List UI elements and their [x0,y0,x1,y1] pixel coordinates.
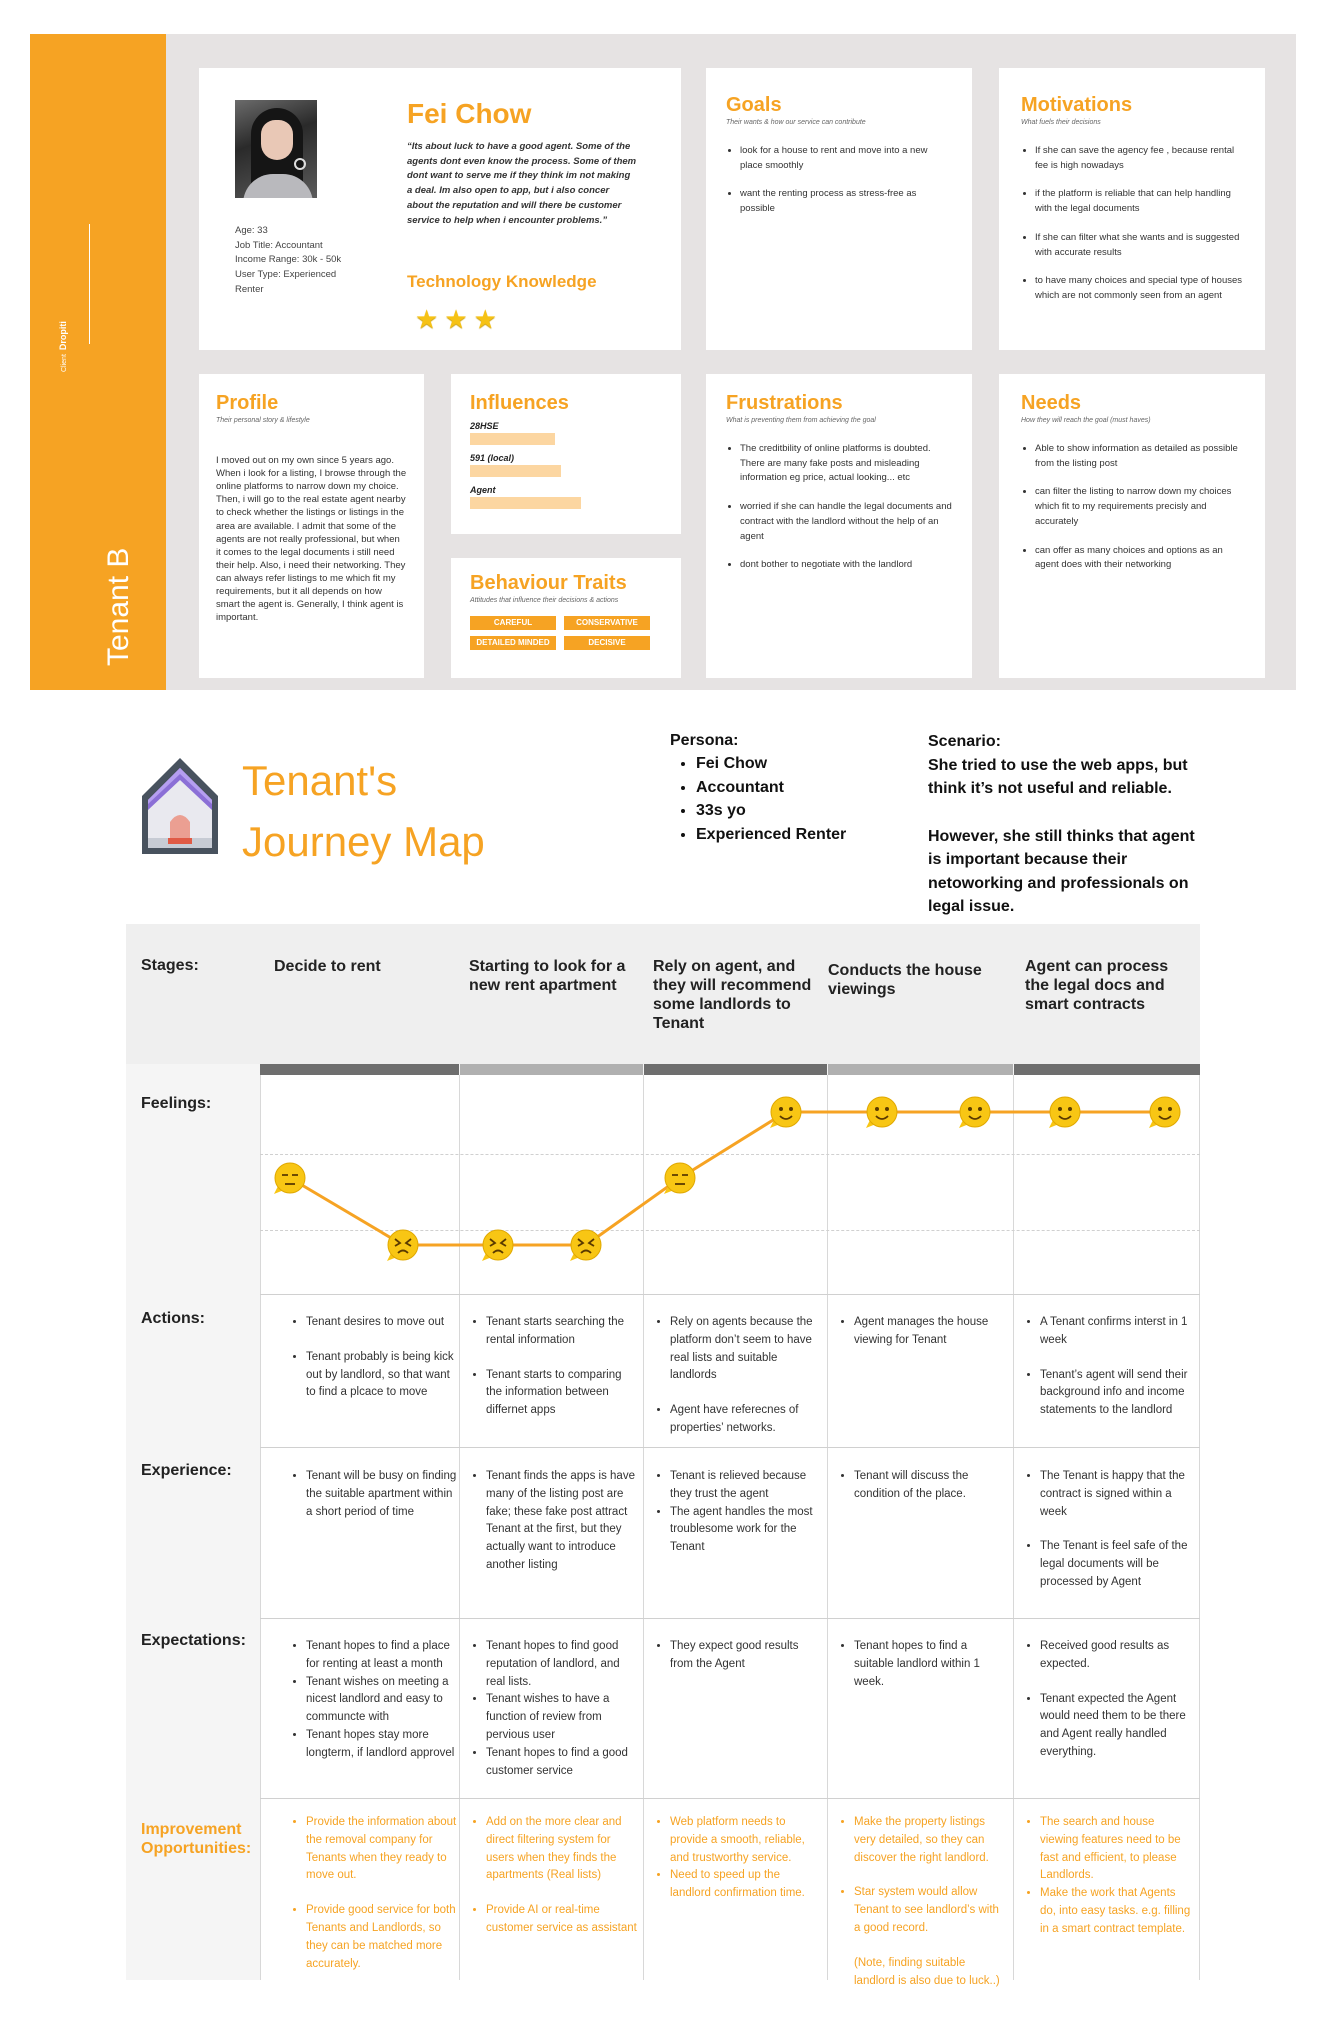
list-item: • Agent have referecnes of properties’ networks. [670,1402,824,1438]
client-label: ClientDropiti [58,321,68,372]
list-item: • Agent manages the house viewing for Tenant [854,1314,1008,1350]
experience-cell [292,1468,460,1538]
scenario-heading: Scenario: [928,733,1001,750]
list-item: • If she can filter what she wants and is suggested with accurate results [1035,231,1243,260]
persona-meta [235,224,365,298]
list-item: • to have many choices and special type of houses which are not commonly seen from an agent [1035,274,1243,303]
stage-bar [828,1064,1013,1075]
journey-scenario [928,730,1208,919]
influence-bar [470,497,581,509]
list-item: • Fei Chow [696,752,846,776]
expectations-cell [1026,1638,1194,1779]
divider [89,224,90,344]
profile-subtitle: Their personal story & lifestyle [216,417,310,424]
list-item: • Accountant [696,776,846,800]
star-icon: ★ [473,304,503,334]
stage-title: Decide to rent [274,958,381,975]
traits-tags [470,616,662,650]
improvement-label: Improvement Opportunities: [141,1821,252,1857]
influences-title: Influences [470,392,569,414]
list-item: • A Tenant confirms interst in 1 week [1040,1314,1194,1350]
star-icon: ★ [444,304,474,334]
experience-cell [656,1468,824,1557]
influence-bar [470,433,555,445]
journey-title: Tenant's Journey Map [242,757,485,865]
list-item: • 33s yo [696,799,846,823]
list-item: • Star system would allow Tenant to see landlord’s with a good record. [854,1884,1008,1937]
list-item: • if the platform is reliable that can help handling with the legal documents [1035,187,1243,216]
motivations-card [999,68,1265,350]
list-item: • Tenant hopes to find a place for renting at least a month [306,1638,460,1674]
scenario-text: She tried to use the web apps, but think it’s not useful and reliable. [928,756,1188,797]
motivations-list [1021,144,1243,304]
emoji-upset-icon [387,1230,418,1261]
emoji-happy-icon [770,1097,801,1128]
emoji-upset-icon [482,1230,513,1261]
list-item: • Make the property listings very detailed, so they can discover the right landlord. [854,1814,1008,1867]
traits-subtitle: Attitudes that influence their decisions & actions [470,597,619,604]
list-item: • Tenant hopes to find a good customer service [486,1745,640,1781]
persona-age: Age: 33 [235,225,268,236]
list-item: • Tenant starts to comparing the information between differnet apps [486,1367,640,1420]
list-item: • Tenant wishes to have a function of review from pervious user [486,1691,640,1744]
list-item: • Tenant starts searching the rental information [486,1314,640,1350]
stage-title: Rely on agent, and they will recommend some landlords to Tenant [653,958,812,1032]
journey-map-table [126,924,1200,1987]
persona-income: Income Range: 30k - 50k [235,254,342,266]
stages-label: Stages: [141,957,199,974]
client-name: Dropiti [58,321,68,351]
actions-cell [292,1314,460,1419]
goals-list [726,144,952,217]
trait-tag: DECISIVE [564,636,650,650]
motivations-subtitle: What fuels their decisions [1021,119,1101,126]
persona-name: Fei Chow [407,98,532,129]
trait-tag: CONSERVATIVE [564,616,650,630]
influence-label: Agent [470,485,496,495]
needs-subtitle: How they will reach the goal (must haves) [1021,417,1151,424]
list-item: • Tenant wishes on meeting a nicest landlord and easy to communcte with [306,1674,460,1727]
emoji-happy-icon [866,1097,897,1128]
frustrations-list [726,442,952,573]
motivations-title: Motivations [1021,94,1133,116]
profile-card [199,374,424,678]
goals-subtitle: Their wants & how our service can contribute [726,119,866,126]
list-item: • Tenant probably is being kick out by landlord, so that want to find a plcace to move [306,1349,460,1402]
traits-title: Behaviour Traits [470,572,627,594]
list-item: • Tenant hopes to find good reputation of landlord, and real lists. [486,1638,640,1691]
emoji-upset-icon [570,1230,601,1261]
actions-label: Actions: [141,1310,205,1327]
list-item: • Make the work that Agents do, into easy tasks. e.g. filling in a smart contract template. [1040,1885,1194,1938]
needs-list [1021,442,1243,573]
list-item: • Web platform needs to provide a smooth, reliable, and trustworthy service. [670,1814,824,1867]
improvement-cell [292,1814,460,1990]
list-item: • They expect good results from the Agent [670,1638,824,1674]
frustrations-card [706,374,972,678]
list-item: • If she can save the agency fee , because rental fee is high nowadays [1035,144,1243,173]
list-item: • Tenant hopes to find a suitable landlord within 1 week. [854,1638,1008,1691]
journey-persona [670,732,846,846]
list-item: • Need to speed up the landlord confirmation time. [670,1867,824,1903]
persona-user-type: User Type: Experienced Renter [235,269,337,295]
list-item: • worried if she can handle the legal documents and contract with the landlord without the help of an agent [740,500,952,544]
list-item: • want the renting process as stress-free as possible [740,187,952,216]
list-item: • The agent handles the most troublesome work for the Tenant [670,1504,824,1557]
list-item: (Note, finding suitable landlord is also due to luck..) [854,1956,1000,1987]
expectations-cell [840,1638,1008,1708]
list-item: • Provide good service for both Tenants and Landlords, so they can be matched more accurately. [306,1902,460,1973]
list-item: • Rely on agents because the platform don’t seem to have real lists and suitable landlords [670,1314,824,1385]
feelings-line [290,1112,1165,1245]
experience-cell [1026,1468,1194,1609]
list-item: • Experienced Renter [696,823,846,847]
list-item: • can offer as many choices and options as an agent does with their networking [1035,544,1243,573]
actions-cell [1026,1314,1194,1437]
persona-quote: “Its about luck to have a good agent. Some of the agents dont even know the process. Some of them dont want to serve me if they think im not making a deal. Im also open to app, but i also concer about the reputation and will there be customer service to help when i encounter problems.” [407,141,637,226]
traits-card [451,558,681,678]
trait-tag: CAREFUL [470,616,556,630]
persona-card [199,68,681,350]
list-item: • Add on the more clear and direct filtering system for users when they finds the apartments (Real lists) [486,1814,640,1885]
stage-bar [460,1064,643,1075]
actions-cell [840,1314,1008,1367]
feelings-label: Feelings: [141,1095,212,1112]
list-item: • Tenant finds the apps is have many of the listing post are fake; these fake post attract Tenant at the first, but they actually want to introduce another listing [486,1468,640,1575]
avatar [235,100,317,198]
list-item: • Tenant will be busy on finding the suitable apartment within a short period of time [306,1468,460,1521]
list-item: • The search and house viewing features need to be fast and efficient, to please Landlords. [1040,1814,1194,1885]
influence-bar [470,465,561,477]
list-item: • Provide AI or real-time customer service as assistant [486,1902,640,1938]
emoji-neutral-icon [664,1163,695,1194]
feelings-chart [126,1075,1200,1294]
expectations-cell [656,1638,824,1691]
star-rating [415,304,503,335]
list-item: • Tenant will discuss the condition of the place. [854,1468,1008,1504]
improvement-cell [656,1814,824,1903]
list-item: • Tenant is relieved because they trust the agent [670,1468,824,1504]
list-item: • Tenant desires to move out [306,1314,460,1332]
goals-title: Goals [726,94,782,116]
experience-cell [472,1468,640,1592]
list-item: • can filter the listing to narrow down my choices which fit to my requirements precisly and accurately [1035,485,1243,529]
profile-text: I moved out on my own since 5 years ago. When i look for a listing, I browse through the online platforms to narrow down my choice. Then, i will go to the real estate agent nearby to check whether the listings or listings in the area are available. I admit that some of the agents are not really professional, but when it comes to the legal documents i still need their help. Also, i need their networking. They can always refer listings to me which fit my requirements, but it all depends on how smart the agent is. Generally, I think agent is important. [216,455,407,624]
expectations-cell [292,1638,460,1763]
house-icon [134,750,226,860]
list-item: • The creditbility of online platforms is doubted. There are many fake posts and misleading information eg price, actual looking... etc [740,442,952,486]
persona-job: Job Title: Accountant [235,239,323,251]
scenario-text: However, she still thinks that agent is important because their netoworking and professionals on legal issue. [928,827,1195,915]
actions-cell [656,1314,824,1455]
tech-knowledge-title: Technology Knowledge [407,272,597,291]
list-item: • Tenant hopes stay more longterm, if landlord approvel [306,1727,460,1763]
profile-title: Profile [216,392,279,414]
improvement-cell [840,1814,1008,2007]
star-icon: ★ [415,304,445,334]
list-item: • Able to show information as detailed as possible from the listing post [1035,442,1243,471]
goals-card [706,68,972,350]
emoji-happy-icon [1049,1097,1080,1128]
expectations-cell [472,1638,640,1780]
expectations-label: Expectations: [141,1632,246,1649]
list-item: • dont bother to negotiate with the landlord [740,558,952,573]
emoji-neutral-icon [274,1163,305,1194]
emoji-happy-icon [1149,1097,1180,1128]
experience-cell [840,1468,1008,1521]
influences-list [470,421,662,509]
experience-label: Experience: [141,1462,232,1479]
tenant-label: Tenant B [102,547,135,666]
frustrations-title: Frustrations [726,392,843,414]
emoji-happy-icon [959,1097,990,1128]
list-item: • Tenant expected the Agent would need them to be there and Agent really handled everything. [1040,1691,1194,1762]
improvement-cell [1026,1814,1194,1939]
stage-bar [644,1064,827,1075]
stage-bar [1014,1064,1200,1075]
list-item: • look for a house to rent and move into a new place smoothly [740,144,952,173]
stage-title: Conducts the house viewings [828,962,982,998]
influence-label: 591 (local) [470,453,515,463]
list-item: • Tenant’s agent will send their background info and income statements to the landlord [1040,1367,1194,1420]
persona-board [30,34,1296,690]
trait-tag: DETAILED MINDED [470,636,556,650]
influence-label: 28HSE [470,421,499,431]
stage-title: Agent can process the legal docs and smart contracts [1025,958,1169,1013]
needs-title: Needs [1021,392,1082,414]
improvement-cell [472,1814,640,1955]
list-item: • The Tenant is feel safe of the legal documents will be processed by Agent [1040,1538,1194,1591]
frustrations-subtitle: What is preventing them from achieving the goal [726,417,876,424]
list-item: • Provide the information about the removal company for Tenants when they ready to move out. [306,1814,460,1885]
list-item: • The Tenant is happy that the contract is signed within a week [1040,1468,1194,1521]
actions-cell [472,1314,640,1437]
persona-side-strip [30,34,166,690]
needs-card [999,374,1265,678]
list-item: • Received good results as expected. [1040,1638,1194,1674]
stage-bar [260,1064,459,1075]
stage-title: Starting to look for a new rent apartment [469,958,626,994]
influences-card [451,374,681,534]
persona-heading: Persona: [670,732,739,749]
